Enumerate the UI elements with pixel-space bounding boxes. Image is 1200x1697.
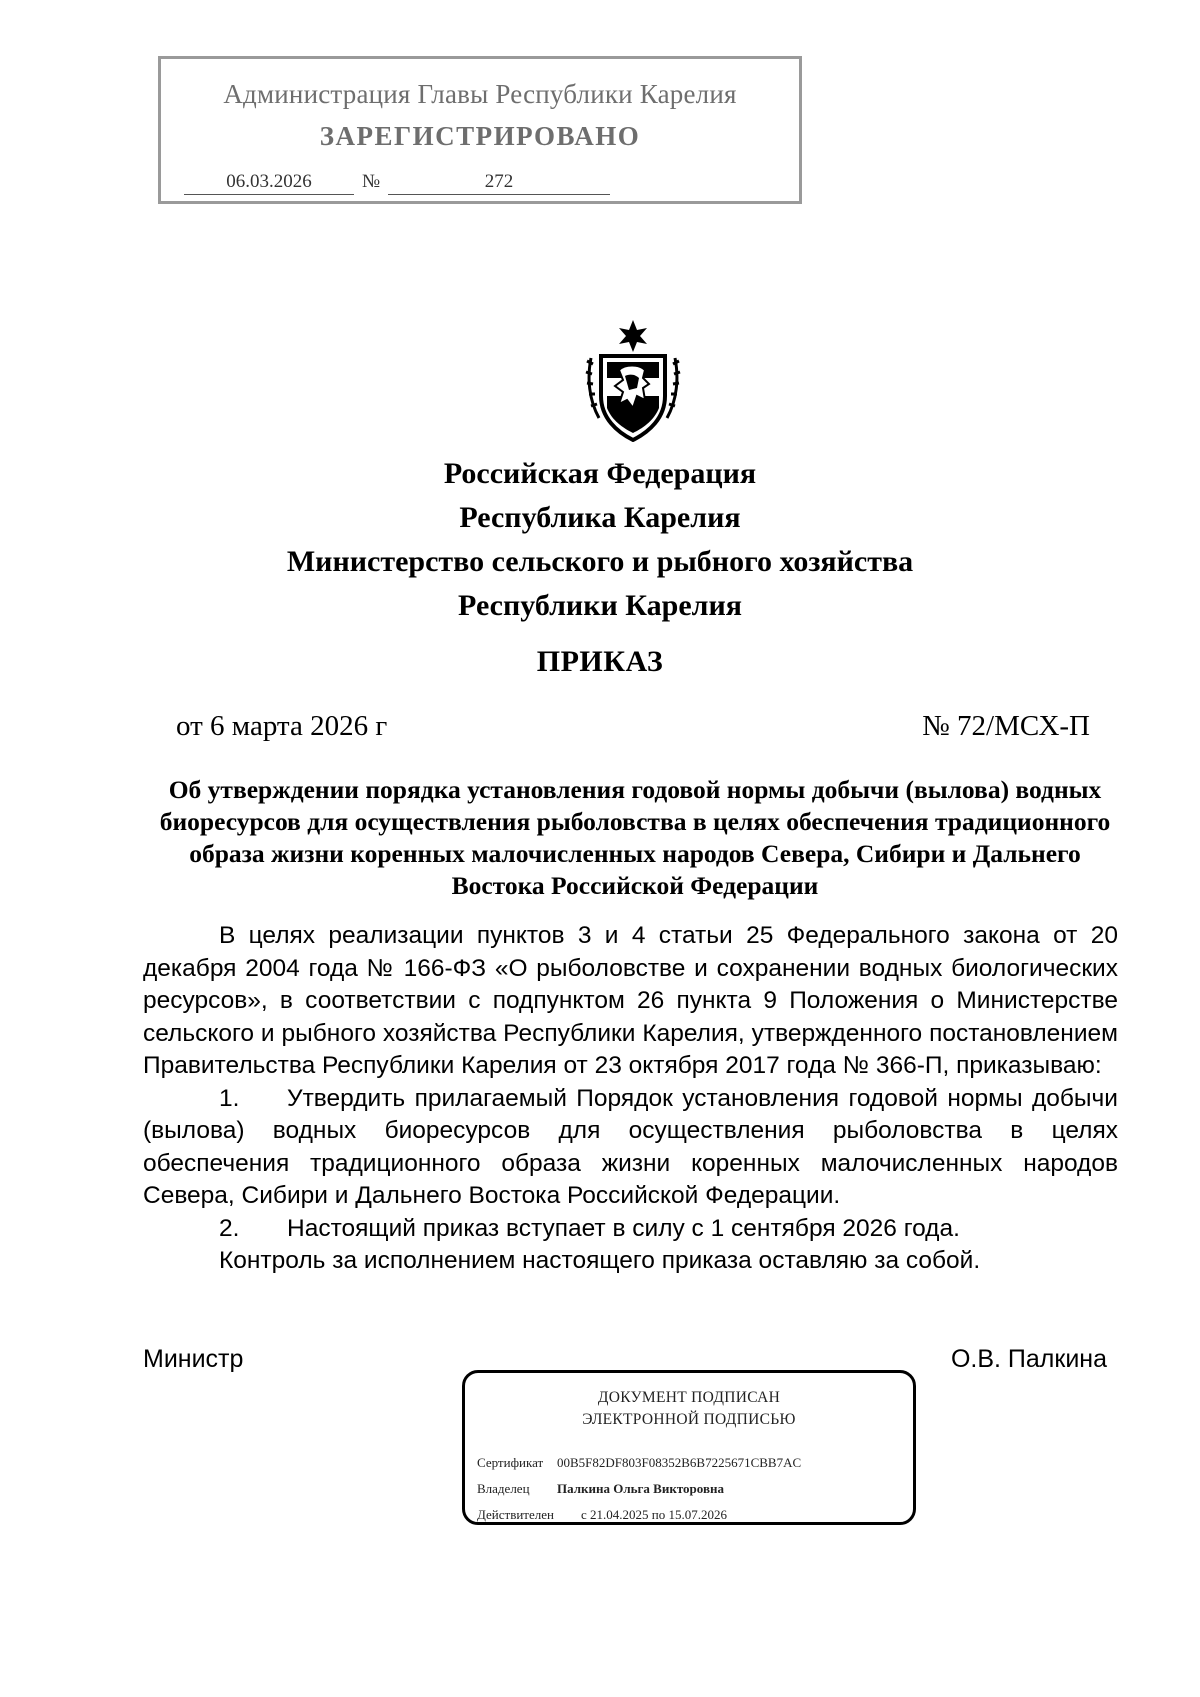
- esign-certificate-value: 00B5F82DF803F08352B6B7225671CBB7AC: [557, 1455, 802, 1470]
- esign-owner-row: [477, 1481, 724, 1497]
- registration-organization: Администрация Главы Республики Карелия: [223, 79, 737, 109]
- esign-valid-value: с 21.04.2025 по 15.07.2026: [581, 1507, 727, 1522]
- registration-number: 272: [388, 172, 610, 195]
- coat-of-arms-icon: [585, 318, 681, 442]
- esign-valid-row: [477, 1507, 727, 1523]
- esign-owner-label: Владелец: [477, 1481, 530, 1496]
- header-republic: Республика Карелия: [459, 501, 741, 534]
- item-text: Настоящий приказ вступает в силу с 1 сентября 2026 года.: [287, 1214, 960, 1242]
- order-body: [143, 920, 1118, 1278]
- esign-certificate-label: Сертификат: [477, 1455, 544, 1470]
- registration-date: 06.03.2026: [184, 172, 354, 195]
- header-country: Российская Федерация: [443, 457, 757, 490]
- item-number: 2.: [219, 1214, 240, 1242]
- header-ministry-republic: Республики Карелия: [458, 589, 742, 622]
- item-number: 1.: [219, 1084, 240, 1112]
- esign-owner-value: Палкина Ольга Викторовна: [557, 1481, 724, 1496]
- item-text: Утвердить прилагаемый Порядок установления годовой нормы добычи (вылова) водных биоресурсов для осуществления рыболовства в целях обеспечения традиционного образа жизни коренных малочисленных народов Севера, Сибири и Дальнего Востока Российской Федерации.: [143, 1084, 1118, 1209]
- esign-title-line2: ЭЛЕКТРОННОЙ ПОДПИСЬЮ: [582, 1411, 796, 1428]
- registration-number-label: №: [362, 171, 381, 192]
- order-title: ПРИКАЗ: [536, 645, 664, 678]
- registration-status: ЗАРЕГИСТРИРОВАНО: [319, 121, 641, 151]
- esign-title-line1: ДОКУМЕНТ ПОДПИСАН: [597, 1389, 781, 1406]
- signer-title: Министр: [143, 1345, 244, 1373]
- signer-name: О.В. Палкина: [950, 1345, 1107, 1373]
- esign-title: [465, 1387, 913, 1431]
- list-item: [143, 1083, 1118, 1213]
- order-subject: Об утверждении порядка установления годовой нормы добычи (вылова) водных биоресурсов для осуществления рыболовства в целях обеспечения традиционного образа жизни коренных малочисленных народов Севера, Сибири и Дальнего Востока Российской Федерации: [159, 775, 1111, 900]
- preamble-paragraph: В целях реализации пунктов 3 и 4 статьи 25 Федерального закона от 20 декабря 2004 года № 166-ФЗ «О рыболовстве и сохранении водных биологических ресурсов», в соответствии с подпунктом 26 пункта 9 Положения о Министерстве сельского и рыбного хозяйства Республики Карелия, утвержденного постановлением Правительства Республики Карелия от 23 октября 2017 года № 366-П, приказываю:: [143, 922, 1118, 1079]
- esign-valid-label: Действителен: [477, 1507, 554, 1522]
- order-date: от 6 марта 2026 г: [176, 710, 388, 742]
- control-paragraph: Контроль за исполнением настоящего приказа оставляю за собой.: [219, 1247, 981, 1274]
- order-number: № 72/МСХ-П: [922, 710, 1090, 742]
- esign-certificate-row: [477, 1455, 801, 1471]
- electronic-signature-stamp: [462, 1370, 916, 1525]
- header-ministry: Министерство сельского и рыбного хозяйства: [286, 545, 914, 578]
- list-item: [143, 1213, 1118, 1246]
